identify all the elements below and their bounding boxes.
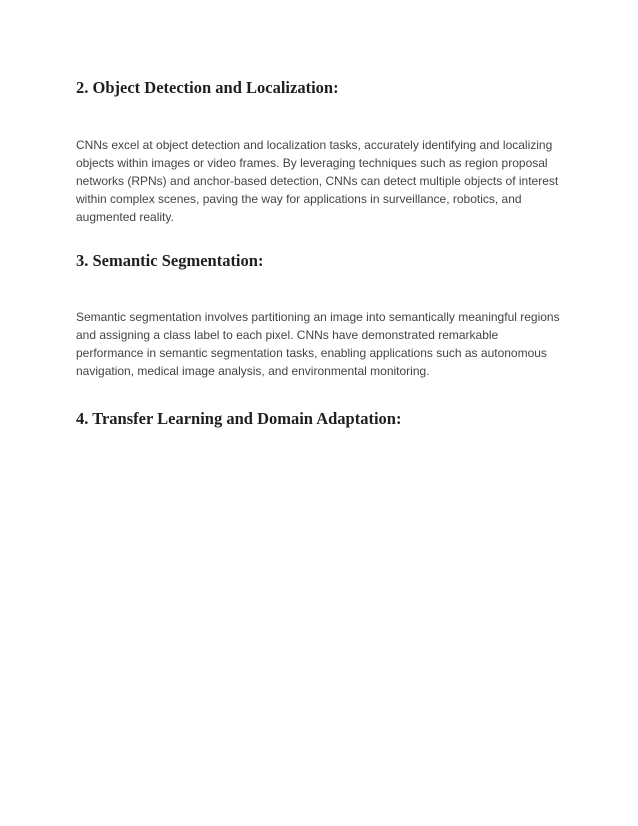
section-heading-semantic-segmentation: 3. Semantic Segmentation:: [76, 251, 264, 270]
paragraph-line: networks (RPNs) and anchor-based detection, CNNs can detect multiple objects of interest: [76, 174, 559, 188]
section-paragraph-semantic-segmentation: [76, 308, 568, 380]
section-heading-transfer-learning: 4. Transfer Learning and Domain Adaptation:: [76, 409, 402, 428]
paragraph-line: Semantic segmentation involves partitioning an image into semantically meaningful regions: [76, 310, 560, 324]
section-heading-object-detection: 2. Object Detection and Localization:: [76, 78, 339, 97]
paragraph-line: navigation, medical image analysis, and environmental monitoring.: [76, 364, 430, 378]
paragraph-line: CNNs excel at object detection and localization tasks, accurately identifying and localizing: [76, 138, 553, 152]
paragraph-line: objects within images or video frames. By leveraging techniques such as region proposal: [76, 156, 548, 170]
paragraph-line: performance in semantic segmentation tasks, enabling applications such as autonomous: [76, 346, 547, 360]
paragraph-line: within complex scenes, paving the way for applications in surveillance, robotics, and: [76, 192, 522, 206]
section-paragraph-object-detection: [76, 136, 568, 226]
paragraph-line: and assigning a class label to each pixel. CNNs have demonstrated remarkable: [76, 328, 499, 342]
paragraph-line: augmented reality.: [76, 210, 174, 224]
